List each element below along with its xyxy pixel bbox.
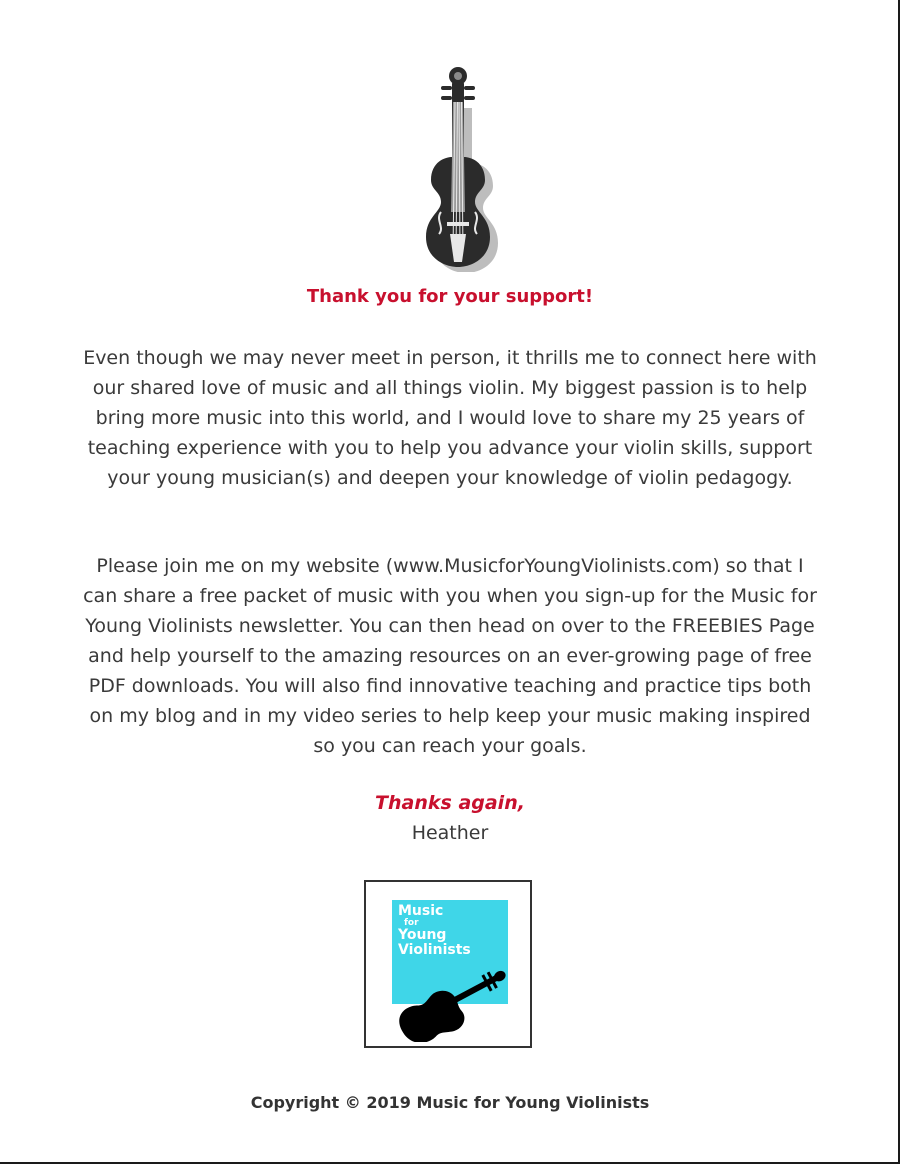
thank-you-heading: Thank you for your support! — [306, 286, 594, 307]
website-paragraph: Please join me on my website (www.MusicforYoungViolinists.com) so that I can share a free packet of music with you when you sign-up for the Music for Young Violinists newsletter. You can then head on over to the FREEBIES Page and help yourself to the amazing resources on an ever-growing page of free PDF downloads. You will also find innovative teaching and practice tips both on my blog and in my video series to help keep your music making inspired so you can reach your goals. — [83, 555, 817, 757]
brand-logo — [364, 880, 532, 1048]
logo-line-violinists: Violinists — [398, 941, 471, 958]
copyright-notice: Copyright © 2019 Music for Young Violinists — [250, 1093, 650, 1112]
logo-line-for: for — [404, 917, 419, 928]
intro-paragraph: Even though we may never meet in person, it thrills me to connect here with our shared love of music and all things violin. My biggest passion is to help bring more music into this world, and I would love to share my 25 years of teaching experience with you to help you advance your violin skills, support your young musician(s) and deepen your knowledge of violin pedagogy. — [83, 347, 817, 489]
logo-line-music: Music — [398, 903, 444, 919]
violin-silhouette-icon — [376, 952, 516, 1042]
violin-illustration-icon — [405, 62, 515, 272]
logo-line-young: Young — [398, 927, 447, 944]
closing-text: Thanks again, — [375, 792, 525, 814]
logo-wordmark — [398, 904, 471, 958]
signature-name: Heather — [411, 822, 489, 844]
